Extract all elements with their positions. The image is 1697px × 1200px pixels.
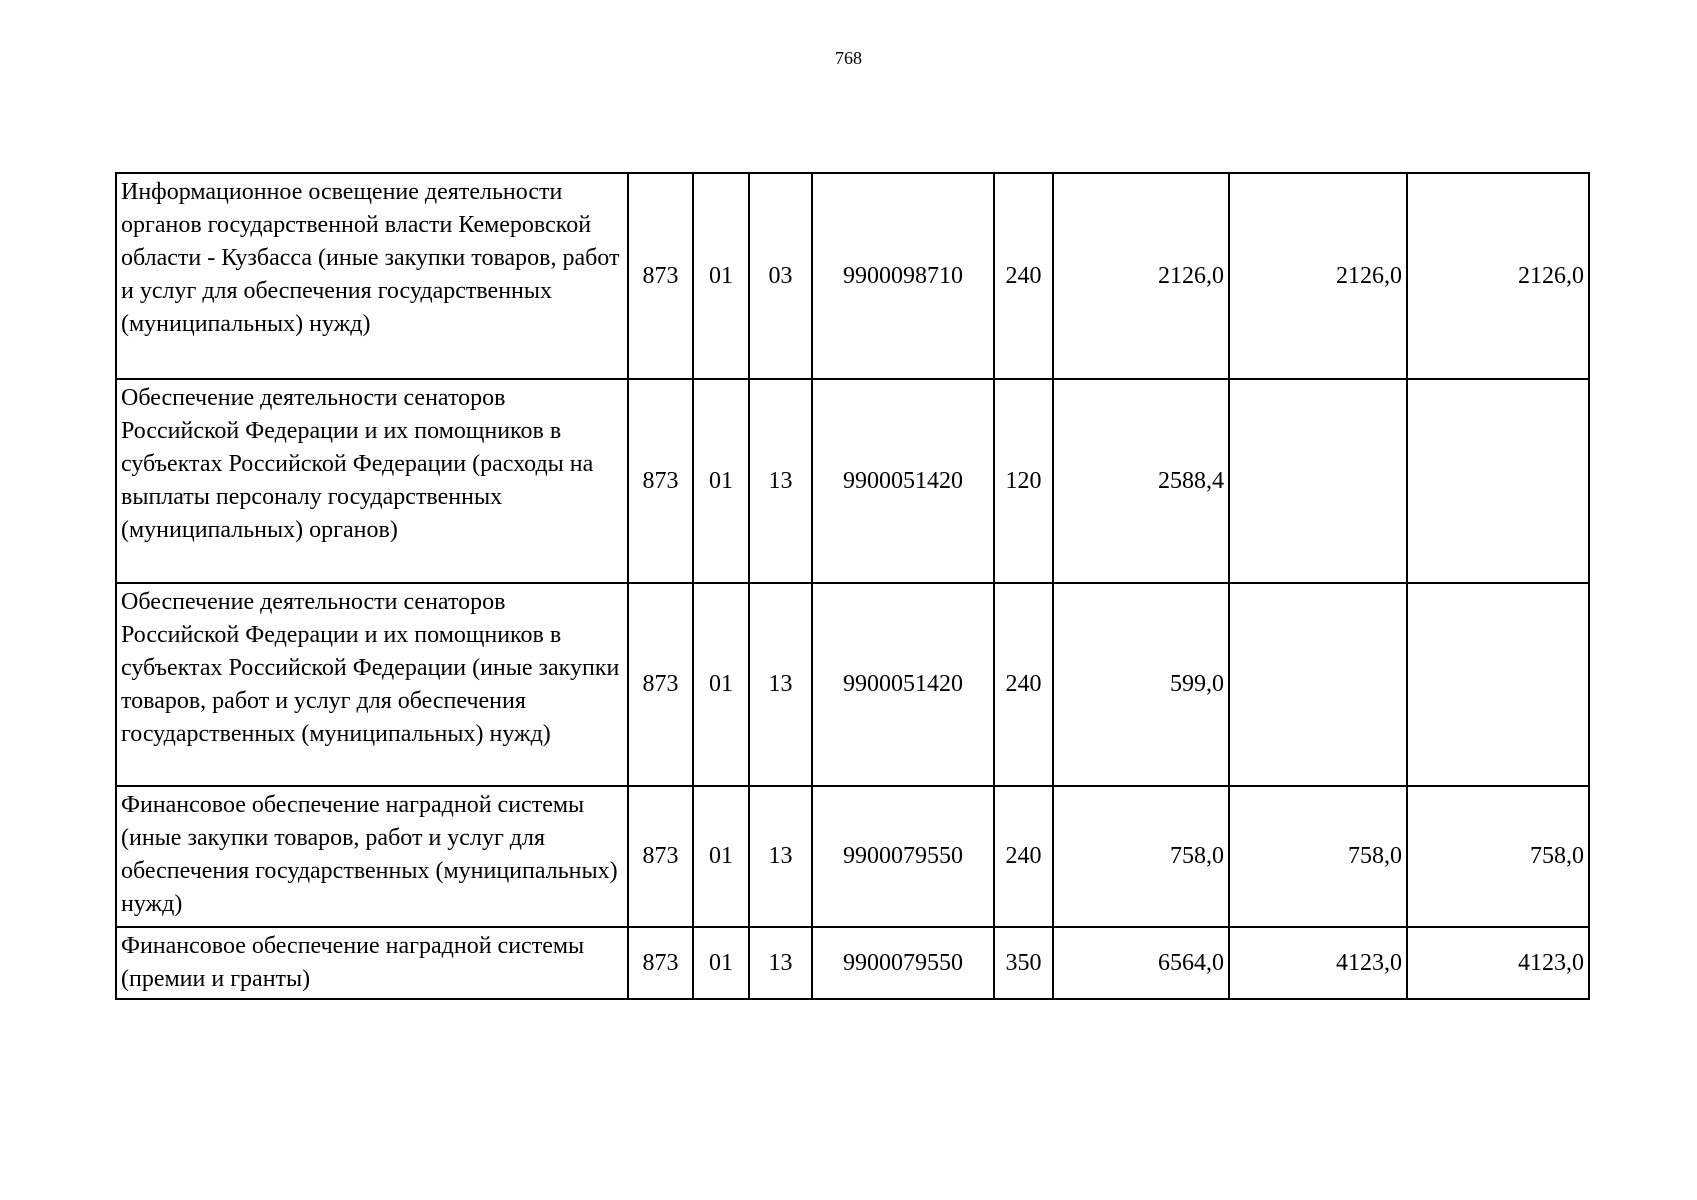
expense-type-cell: 240 <box>994 173 1053 379</box>
amount-cell-1: 2126,0 <box>1053 173 1229 379</box>
table-row <box>116 927 1589 999</box>
budget-table <box>115 172 1590 1000</box>
ministry-code-cell: 873 <box>628 786 693 927</box>
subsection-code-cell: 13 <box>749 786 812 927</box>
expense-name-cell: Обеспечение деятельности сенаторов Российской Федерации и их помощников в субъектах Российской Федерации (иные закупки товаров, работ и услуг для обеспечения государственных (муниципальных) нужд) <box>116 583 628 786</box>
table-row <box>116 173 1589 379</box>
amount-cell-1: 758,0 <box>1053 786 1229 927</box>
target-article-cell: 9900098710 <box>812 173 994 379</box>
expense-type-cell: 350 <box>994 927 1053 999</box>
subsection-code-cell: 03 <box>749 173 812 379</box>
subsection-code-cell: 13 <box>749 379 812 583</box>
target-article-cell: 9900079550 <box>812 786 994 927</box>
subsection-code-cell: 13 <box>749 583 812 786</box>
amount-cell-1: 2588,4 <box>1053 379 1229 583</box>
ministry-code-cell: 873 <box>628 379 693 583</box>
table-row <box>116 583 1589 786</box>
expense-name-cell: Информационное освещение деятельности органов государственной власти Кемеровской области - Кузбасса (иные закупки товаров, работ и услуг для обеспечения государственных (муниципальных) нужд) <box>116 173 628 379</box>
section-code-cell: 01 <box>693 379 749 583</box>
amount-cell-3 <box>1407 583 1589 786</box>
expense-name-cell: Финансовое обеспечение наградной системы (иные закупки товаров, работ и услуг для обеспечения государственных (муниципальных) нужд) <box>116 786 628 927</box>
amount-cell-3: 2126,0 <box>1407 173 1589 379</box>
target-article-cell: 9900051420 <box>812 379 994 583</box>
amount-cell-1: 599,0 <box>1053 583 1229 786</box>
amount-cell-2: 4123,0 <box>1229 927 1407 999</box>
amount-cell-2: 2126,0 <box>1229 173 1407 379</box>
expense-name-cell: Финансовое обеспечение наградной системы (премии и гранты) <box>116 927 628 999</box>
table-row <box>116 379 1589 583</box>
subsection-code-cell: 13 <box>749 927 812 999</box>
section-code-cell: 01 <box>693 583 749 786</box>
table-row <box>116 786 1589 927</box>
ministry-code-cell: 873 <box>628 583 693 786</box>
page-number: 768 <box>835 48 862 68</box>
amount-cell-1: 6564,0 <box>1053 927 1229 999</box>
amount-cell-3: 758,0 <box>1407 786 1589 927</box>
expense-type-cell: 240 <box>994 583 1053 786</box>
target-article-cell: 9900079550 <box>812 927 994 999</box>
section-code-cell: 01 <box>693 927 749 999</box>
amount-cell-2: 758,0 <box>1229 786 1407 927</box>
ministry-code-cell: 873 <box>628 173 693 379</box>
amount-cell-2 <box>1229 379 1407 583</box>
amount-cell-3: 4123,0 <box>1407 927 1589 999</box>
amount-cell-2 <box>1229 583 1407 786</box>
expense-name-cell: Обеспечение деятельности сенаторов Российской Федерации и их помощников в субъектах Российской Федерации (расходы на выплаты персоналу государственных (муниципальных) органов) <box>116 379 628 583</box>
section-code-cell: 01 <box>693 173 749 379</box>
amount-cell-3 <box>1407 379 1589 583</box>
target-article-cell: 9900051420 <box>812 583 994 786</box>
section-code-cell: 01 <box>693 786 749 927</box>
expense-type-cell: 120 <box>994 379 1053 583</box>
expense-type-cell: 240 <box>994 786 1053 927</box>
ministry-code-cell: 873 <box>628 927 693 999</box>
